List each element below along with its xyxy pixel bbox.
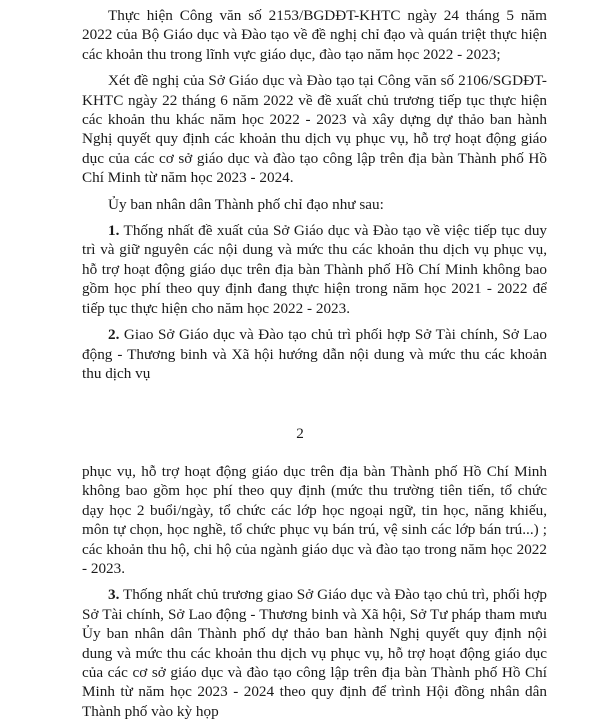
paragraph-item-3: [82, 585, 547, 721]
paragraph-item-1: [82, 221, 547, 318]
paragraph-preamble-2: [82, 71, 547, 187]
page-1-body: [82, 6, 547, 383]
paragraph-directive-intro: [82, 195, 547, 214]
item-number: 3.: [108, 586, 120, 604]
paragraph-text: Giao Sở Giáo dục và Đào tạo chủ trì phối hợp Sở Tài chính, Sở Lao động - Thương binh và Xã hội hướng dẫn nội dung và mức thu các khoản thu dịch vụ: [82, 326, 547, 382]
page-2-body: [82, 462, 547, 721]
paragraph-text: Thống nhất chủ trương giao Sở Giáo dục và Đào tạo chủ trì, phối hợp Sở Tài chính, Sở Lao động - Thương binh và Xã hội, Sở Tư pháp tham mưu Ủy ban nhân dân Thành phố dự thảo ban hành Nghị quyết quy định nội dung và mức thu các khoản thu dịch vụ phục vụ, hỗ trợ hoạt động giáo dục của các cơ sở giáo dục và đào tạo công lập trên địa bàn Thành phố Hồ Chí Minh từ năm học 2023 - 2024 theo quy định để trình Hội đồng nhân dân Thành phố vào kỳ họp: [82, 586, 547, 720]
item-number: 2.: [108, 326, 120, 344]
page-number: 2: [296, 425, 304, 442]
paragraph-text: Thống nhất đề xuất của Sở Giáo dục và Đào tạo về việc tiếp tục duy trì và giữ nguyên các nội dung và mức thu các khoản thu dịch vụ phục vụ, hỗ trợ hoạt động giáo dục trên địa bàn Thành phố Hồ Chí Minh không bao gồm học phí theo quy định đang thực hiện trong năm học 2021 - 2022 để tiếp tục thực hiện cho năm học 2022 - 2023.: [82, 222, 548, 317]
paragraph-text: phục vụ, hỗ trợ hoạt động giáo dục trên địa bàn Thành phố Hồ Chí Minh không bao gồm học phí theo quy định (mức thu trường tiên tiến, tổ chức dạy học 2 buổi/ngày, tổ chức các lớp học ngoại ngữ, tin học, năng khiếu, môn tự chọn, học nghề, tổ chức phục vụ bán trú, vệ sinh các lớp bán trú...) ; các khoản thu hộ, chi hộ của ngành giáo dục và đào tạo trong năm học 2022 - 2023.: [82, 463, 547, 578]
paragraph-text: Thực hiện Công văn số 2153/BGDĐT-KHTC ngày 24 tháng 5 năm 2022 của Bộ Giáo dục và Đào tạo về đề nghị chỉ đạo và quán triệt thực hiện các khoản thu trong lĩnh vực giáo dục, đào tạo năm học 2022 - 2023;: [82, 7, 547, 63]
item-number: 1.: [108, 222, 120, 240]
document-page-2: [0, 414, 600, 720]
paragraph-preamble-1: [82, 6, 547, 64]
paragraph-text: Ủy ban nhân dân Thành phố chỉ đạo như sau:: [108, 195, 384, 213]
paragraph-text: Xét đề nghị của Sở Giáo dục và Đào tạo tại Công văn số 2106/SGDĐT-KHTC ngày 22 tháng 6 năm 2022 về đề xuất chủ trương tiếp tục thực hiện các khoản thu khác năm học 2022 - 2023 và xây dựng dự thảo ban hành Nghị quyết quy định các khoản thu dịch vụ phục vụ, hỗ trợ hoạt động giáo dục của các cơ sở giáo dục và đào tạo công lập trên địa bàn Thành phố Hồ Chí Minh từ năm học 2023 - 2024.: [82, 72, 547, 187]
paragraph-item-2: [82, 325, 547, 383]
paragraph-continuation: [82, 462, 547, 578]
